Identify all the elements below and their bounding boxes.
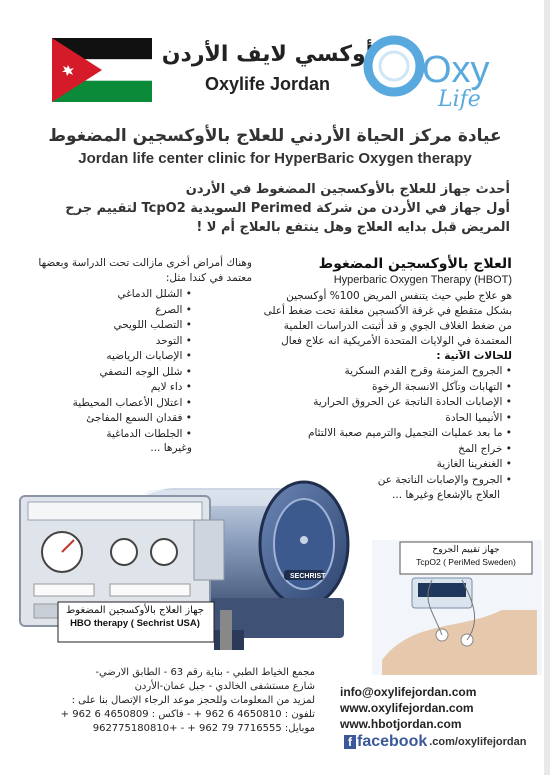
list-item: • التهابات وتآكل الانسجة الرخوة	[262, 380, 512, 396]
chamber-caption-arabic: جهاز العلاج بالأوكسجين المضغوط	[66, 605, 204, 616]
sechrist-plate: SECHRIST	[290, 573, 326, 580]
list-item: • الإصابات الرياضيه	[20, 349, 192, 365]
intro-line: أحدث جهاز للعلاج بالأوكسجين المضغوط في الأردن	[185, 182, 510, 197]
email-link[interactable]: info@oxylifejordan.com	[340, 685, 477, 699]
list-item: • فقدان السمع المفاجئ	[20, 411, 192, 427]
address-line: شارع مستشفى الخالدي - جبل عمان-الأردن	[134, 681, 315, 692]
hbot-subtitle: Hyperbaric Oxygen Therapy (HBOT)	[333, 274, 512, 286]
intro-line: أول جهاز في الأردن من شركة Perimed السويدية TcpO2 لتقييم جرح	[65, 201, 510, 216]
page-title-arabic: عيادة مركز الحياة الأردني للعلاج بالأوكسجين المضغوط	[48, 126, 502, 146]
tcpo2-caption-english: TcpO2 ( PeriMed Sweden)	[416, 557, 516, 567]
tcpo2-caption-arabic: جهاز تقييم الجروح	[432, 545, 500, 555]
list-item: • اعتلال الأعصاب المحيطية	[20, 396, 192, 412]
brand-name-english: Oxylife Jordan	[204, 74, 331, 94]
list-item: • الجلطات الدماغية	[20, 427, 192, 443]
hbot-body: هو علاج طبي حيث يتنفس المريض 100% أوكسجين بشكل متقطع في غرفة الأكسجين مغلقة تحت ضغط أعلى من ضغط الغلاف الجوي و قد أثبتت الدراسات العلمية المعتمدة في الولايات المتحدة الأمريكية انه علاج فعال	[263, 290, 512, 347]
list-item: • الإصابات الحادة الناتجة عن الحروق الحرارية	[262, 395, 512, 411]
logo-script: Life	[438, 87, 481, 112]
mobile-line: موبايل: 7716555 79 962 + - +962775180810	[92, 723, 315, 734]
contact-info	[60, 666, 315, 736]
contact-links	[340, 684, 540, 732]
phone-line: تلفون : 4650810 6 962 + - فاكس : 4650809 6 962 +	[60, 709, 315, 720]
list-item: • الأنيميا الحادة	[262, 411, 512, 427]
facebook-wordmark: facebook	[357, 733, 428, 750]
info-line: لمزيد من المعلومات وللحجز موعد الرجاء الإتصال بنا على :	[71, 695, 315, 706]
conditions-tail: العلاج بالإشعاع وغيرها ...	[392, 489, 500, 501]
list-item: • خراج المخ	[262, 442, 512, 458]
website-link[interactable]: www.oxylifejordan.com	[340, 701, 474, 715]
tcpo2-caption	[400, 544, 532, 568]
list-item: • الجروح المزمنة وقرح القدم السكرية	[262, 364, 512, 380]
facebook-path: .com/oxylifejordan	[429, 736, 527, 748]
page-title-english: Jordan life center clinic for HyperBaric Oxygen therapy	[78, 150, 472, 167]
intro-line: المريض قبل بدايه العلاج وهل ينتفع بالعلاج أم لا !	[196, 220, 510, 235]
address-line: مجمع الخياط الطبي - بناية رقم 63 - الطابق الارضي-	[95, 667, 315, 678]
facebook-icon: f	[344, 735, 356, 749]
facebook-link[interactable]	[344, 733, 526, 751]
chamber-caption	[60, 604, 210, 630]
list-item: • داء لايم	[20, 380, 192, 396]
list-item: • الشلل الدماغي	[20, 287, 192, 303]
list-item: • التوحد	[20, 334, 192, 350]
list-item: • الصرع	[20, 303, 192, 319]
list-item: • الغنغرينا الغازية	[262, 457, 512, 473]
other-conditions	[20, 256, 252, 454]
list-item: • الجروح والإصابات الناتجة عن	[262, 473, 512, 489]
list-item: • ما بعد عمليات التجميل والترميم صعبة الالتئام	[262, 426, 512, 442]
other-conditions-more: وغيرها ...	[150, 442, 192, 454]
hbot-title: العلاج بالأوكسجين المضغوط	[318, 256, 512, 272]
conditions-heading: للحالات الآتية :	[436, 350, 512, 362]
list-item: • شلل الوجه النصفي	[20, 365, 192, 381]
jordan-flag-icon	[52, 38, 152, 102]
hyperbaric-chamber-image	[14, 460, 374, 660]
list-item: • التصلب اللويحي	[20, 318, 192, 334]
brand-name-arabic: أوكسي لايف الأردن	[161, 42, 374, 67]
intro-paragraph	[40, 180, 510, 237]
other-conditions-list	[20, 287, 252, 442]
website-link[interactable]: www.hbotjordan.com	[340, 717, 462, 731]
logo-text: Oxy	[422, 49, 490, 91]
oxylife-logo	[360, 26, 510, 116]
chamber-caption-english: HBO therapy ( Sechrist USA)	[70, 618, 200, 629]
other-conditions-intro: وهناك أمراض أخرى مازالت تحت الدراسة وبعضها معتمد في كندا مثل:	[38, 257, 252, 284]
